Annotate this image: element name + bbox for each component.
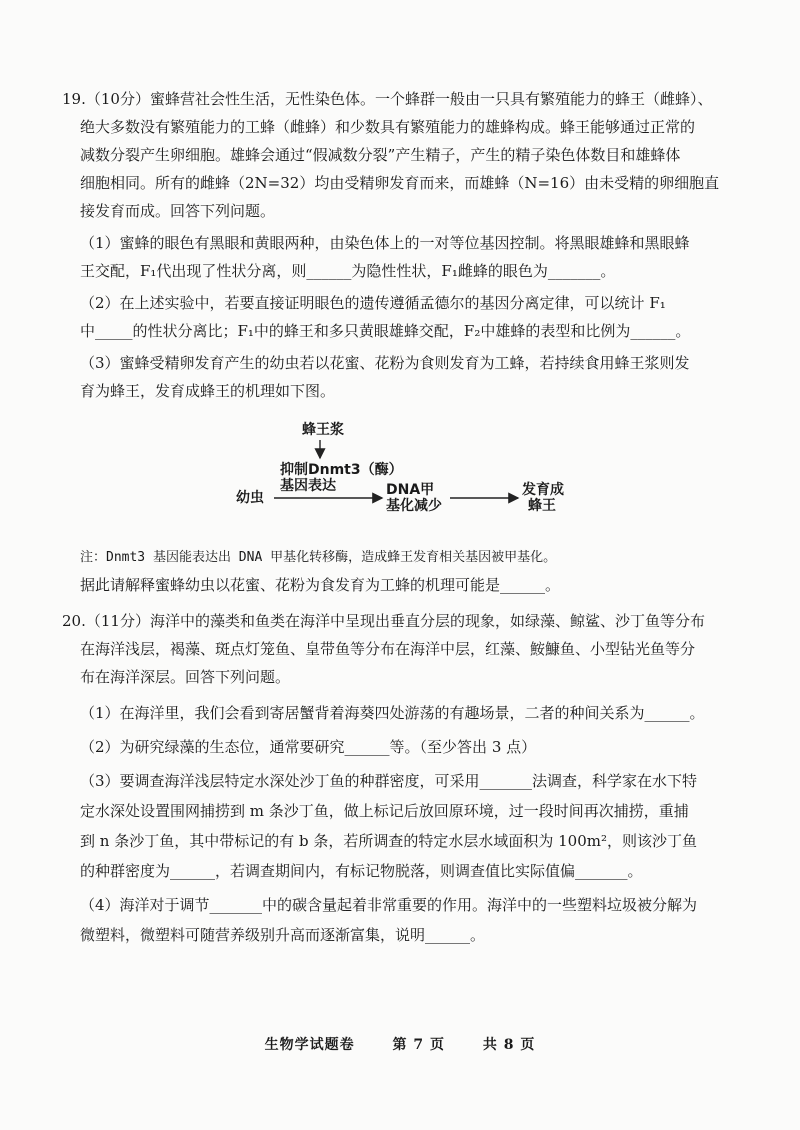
q20-sub3-line-1: （3）要调查海洋浅层特定水深处沙丁鱼的种群密度，可采用_______法调查，科学家在水下特 (80, 772, 698, 790)
q20-line-2: 在海洋浅层，褐藻、斑点灯笼鱼、皇带鱼等分布在海洋中层，红藻、鮟鱇鱼、小型钻光鱼等分 (80, 640, 696, 658)
q19-sub1-line-2: 王交配，F₁代出现了性状分离，则______为隐性性状，F₁雌蜂的眼色为_______。 (80, 262, 616, 280)
q19-sub3-line-2: 育为蜂王，发育成蜂王的机理如下图。 (80, 382, 336, 400)
q19-sub2-line-2: 中_____的性状分离比；F₁中的蜂王和多只黄眼雄蜂交配，F₂中雄蜂的表型和比例为______。 (80, 322, 691, 340)
royal-jelly-mechanism-diagram (236, 420, 566, 540)
q19-line-2: 绝大多数没有繁殖能力的工蜂（雌蜂）和少数具有繁殖能力的雄蜂构成。蜂王能够通过正常的 (80, 118, 696, 136)
q19-line-3: 减数分裂产生卵细胞。雄蜂会通过“假减数分裂”产生精子，产生的精子染色体数目和雄蜂体 (80, 146, 681, 164)
queen-label-1: 发育成 (522, 482, 564, 498)
q19-line-5: 接发育而成。回答下列问题。 (80, 202, 276, 220)
q19-final-question: 据此请解释蜜蜂幼虫以花蜜、花粉为食发育为工蜂的机理可能是______。 (80, 576, 561, 594)
page-footer (0, 1034, 800, 1054)
royal-jelly-label: 蜂王浆 (302, 422, 344, 438)
dna-label-1: DNA甲 (386, 482, 435, 498)
q20-sub3-line-4: 的种群密度为______，若调查期间内，有标记物脱落，则调查值比实际值偏_______。 (80, 862, 643, 880)
q19-line-1: 19.（10分）蜜蜂营社会性生活，无性染色体。一个蜂群一般由一只具有繁殖能力的蜂王（雌蜂）、 (62, 90, 713, 108)
q19-sub3-line-1: （3）蜜蜂受精卵发育产生的幼虫若以花蜜、花粉为食则发育为工蜂，若持续食用蜂王浆则发 (80, 354, 690, 372)
q19-sub2-line-1: （2）在上述实验中，若要直接证明眼色的遗传遵循孟德尔的基因分离定律，可以统计 F₁ (80, 294, 666, 312)
q20-sub3-line-3: 到 n 条沙丁鱼，其中带标记的有 b 条，若所调查的特定水层水域面积为 100m²，则该沙丁鱼 (80, 832, 697, 850)
larva-label: 幼虫 (236, 490, 264, 506)
inhibit-label-1: 抑制Dnmt3（酶） (280, 462, 403, 478)
q20-line-1: 20.（11分）海洋中的藻类和鱼类在海洋中呈现出垂直分层的现象，如绿藻、鲸鲨、沙丁鱼等分布 (62, 612, 705, 630)
q20-sub4-line-1: （4）海洋对于调节_______中的碳含量起着非常重要的作用。海洋中的一些塑料垃圾被分解为 (80, 896, 698, 914)
footer-page-number: 第 7 页 (392, 1037, 445, 1053)
diagram-note: 注：Dnmt3 基因能表达出 DNA 甲基化转移酶，造成蜂王发育相关基因被甲基化。 (80, 550, 557, 565)
inhibit-label-2: 基因表达 (280, 478, 336, 494)
dna-label-2: 基化减少 (386, 498, 442, 514)
footer-total-pages: 共 8 页 (482, 1037, 536, 1053)
q20-sub3-line-2: 定水深处设置围网捕捞到 m 条沙丁鱼，做上标记后放回原环境，过一段时间再次捕捞，重捕 (80, 802, 689, 820)
q20-sub4-line-2: 微塑料，微塑料可随营养级别升高而逐渐富集，说明______。 (80, 926, 486, 944)
q19-line-4: 细胞相同。所有的雌蜂（2N=32）均由受精卵发育而来，而雄蜂（N=16）由未受精的卵细胞直 (80, 174, 720, 192)
footer-subject: 生物学试题卷 (264, 1037, 355, 1053)
queen-label-2: 蜂王 (528, 498, 556, 514)
q20-line-3: 布在海洋深层。回答下列问题。 (80, 668, 291, 686)
q19-sub1-line-1: （1）蜜蜂的眼色有黑眼和黄眼两种，由染色体上的一对等位基因控制。将黑眼雄蜂和黑眼蜂 (80, 234, 690, 252)
q20-sub2: （2）为研究绿藻的生态位，通常要研究______等。（至少答出 3 点） (80, 738, 537, 756)
q20-sub1: （1）在海洋里，我们会看到寄居蟹背着海葵四处游荡的有趣场景，二者的种间关系为______。 (80, 704, 705, 722)
